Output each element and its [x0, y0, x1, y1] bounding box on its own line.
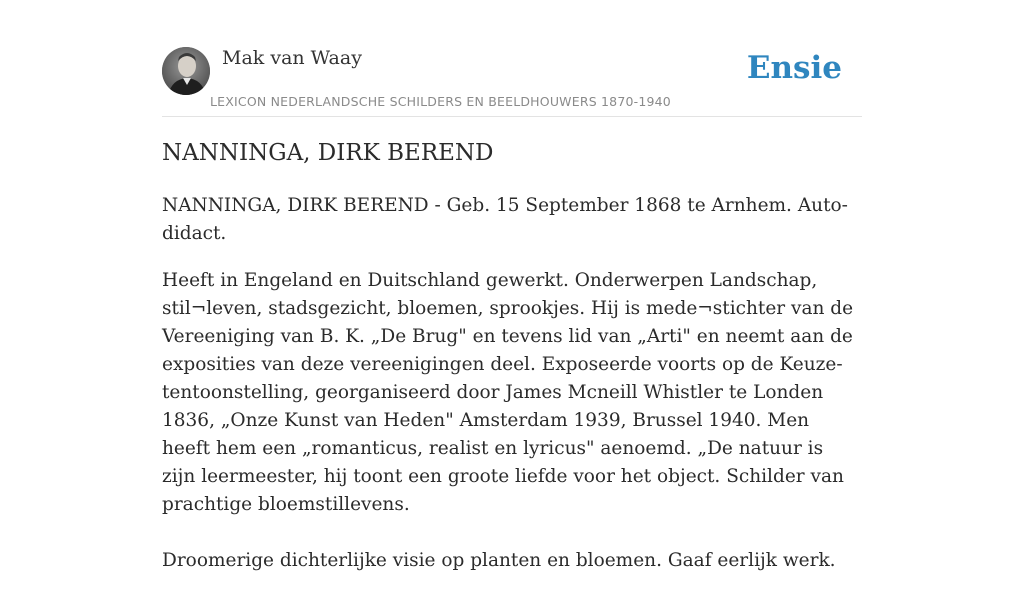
author-avatar[interactable] [162, 47, 210, 95]
article-body [162, 192, 862, 594]
source-lexicon-title[interactable]: LEXICON NEDERLANDSCHE SCHILDERS EN BEELDHOUWERS 1870-1940 [210, 94, 671, 109]
article-paragraph-closing: Droomerige dichterlijke visie op planten en bloemen. Gaaf eerlijk werk. [162, 550, 836, 571]
article-paragraph-main: Heeft in Engeland en Duitschland gewerkt. Onderwerpen Landschap, stil¬leven, stadsgezicht, bloemen, sprookjes. Hij is mede¬stichter van de Vereeniging van B. K. „De Brug" en tevens lid van „Arti" en neemt aan de exposities van deze vereenigingen deel. Exposeerde voorts op de Keuze-tentoonstelling, georganiseerd door James Mcneill Whistler te Londen 1836, „Onze Kunst van Heden" Amsterdam 1939, Brussel 1940. Men heeft hem een „romanticus, realist en lyricus" aenoemd. „De natuur is zijn leermeester, hij toont een groote liefde voor het object. Schilder van prachtige bloemstillevens. [162, 270, 854, 515]
portrait-photo-icon [162, 47, 210, 95]
ensie-logo[interactable]: Ensie [746, 50, 842, 86]
article-title: NANNINGA, DIRK BEREND [162, 140, 494, 166]
article-paragraph-intro: NANNINGA, DIRK BEREND - Geb. 15 September 1868 te Arnhem. Auto-didact. [162, 195, 848, 244]
page-header [162, 46, 862, 117]
author-name[interactable]: Mak van Waay [222, 47, 362, 69]
